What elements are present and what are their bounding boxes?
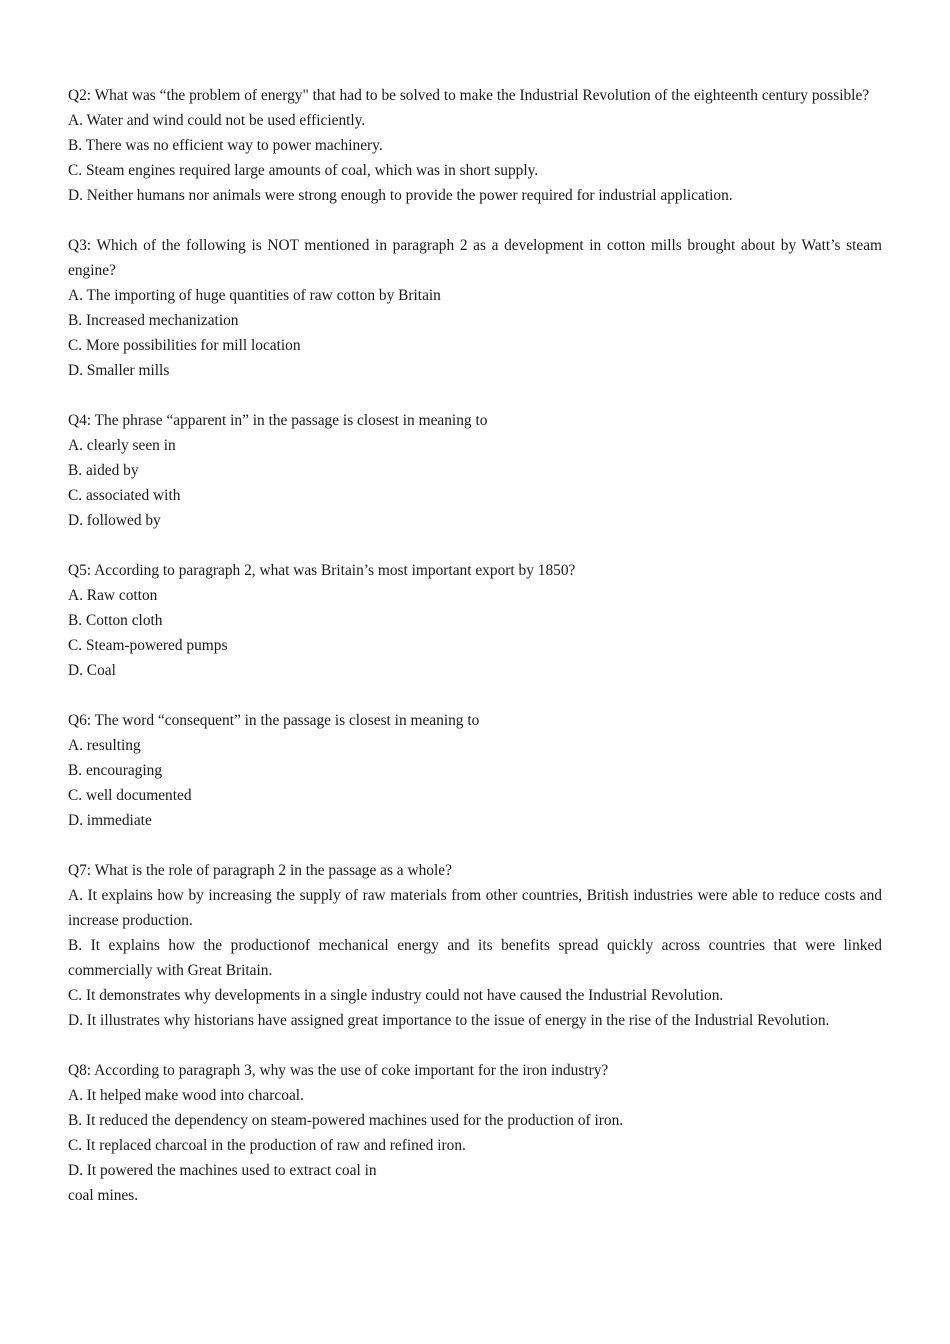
- option-b: B. It reduced the dependency on steam-powered machines used for the production of iron.: [68, 1112, 624, 1129]
- option-a: A. resulting: [68, 737, 141, 754]
- option-c: C. associated with: [68, 487, 181, 504]
- option-d: D. followed by: [68, 512, 161, 529]
- option-b: B. Increased mechanization: [68, 312, 239, 329]
- option-d: D. Neither humans nor animals were strong enough to provide the power required for industrial application.: [68, 187, 733, 204]
- option-b: B. encouraging: [68, 762, 163, 779]
- option-a: A. It helped make wood into charcoal.: [68, 1087, 304, 1104]
- question-4: [68, 408, 882, 533]
- question-stem: Q7: What is the role of paragraph 2 in the passage as a whole?: [68, 862, 452, 879]
- option-c: C. Steam engines required large amounts of coal, which was in short supply.: [68, 162, 539, 179]
- question-stem: Q6: The word “consequent” in the passage is closest in meaning to: [68, 712, 480, 729]
- option-d: D. Smaller mills: [68, 362, 170, 379]
- option-b: B. There was no efficient way to power machinery.: [68, 137, 383, 154]
- question-3: [68, 233, 882, 383]
- question-7: [68, 858, 882, 1033]
- question-8: [68, 1058, 882, 1208]
- question-5: [68, 558, 882, 683]
- option-d: D. Coal: [68, 662, 116, 679]
- option-a: A. The importing of huge quantities of raw cotton by Britain: [68, 287, 441, 304]
- option-b: B. It explains how the productionof mechanical energy and its benefits spread quickly across countries that were linked commercially with Great Britain.: [68, 937, 882, 979]
- option-c: C. It demonstrates why developments in a single industry could not have caused the Industrial Revolution.: [68, 987, 724, 1004]
- option-a: A. It explains how by increasing the supply of raw materials from other countries, British industries were able to reduce costs and increase production.: [68, 887, 882, 929]
- question-stem: Q2: What was “the problem of energy" that had to be solved to make the Industrial Revolution of the eighteenth century possible?: [68, 87, 870, 104]
- question-stem: Q8: According to paragraph 3, why was the use of coke important for the iron industry?: [68, 1062, 609, 1079]
- option-a: A. Raw cotton: [68, 587, 158, 604]
- question-stem: Q3: Which of the following is NOT mentioned in paragraph 2 as a development in cotton mills brought about by Watt’s steam engine?: [68, 237, 882, 279]
- option-c: C. More possibilities for mill location: [68, 337, 301, 354]
- question-stem: Q4: The phrase “apparent in” in the passage is closest in meaning to: [68, 412, 488, 429]
- question-stem: Q5: According to paragraph 2, what was Britain’s most important export by 1850?: [68, 562, 576, 579]
- option-d: D. It illustrates why historians have assigned great importance to the issue of energy in the rise of the Industrial Revolution.: [68, 1012, 830, 1029]
- option-d: D. It powered the machines used to extract coal in: [68, 1162, 377, 1179]
- option-b: B. aided by: [68, 462, 139, 479]
- option-c: C. It replaced charcoal in the production of raw and refined iron.: [68, 1137, 466, 1154]
- option-a: A. clearly seen in: [68, 437, 176, 454]
- question-2: [68, 83, 882, 208]
- option-b: B. Cotton cloth: [68, 612, 163, 629]
- option-a: A. Water and wind could not be used efficiently.: [68, 112, 366, 129]
- option-d: D. immediate: [68, 812, 152, 829]
- option-d-continuation: coal mines.: [68, 1187, 139, 1204]
- option-c: C. well documented: [68, 787, 192, 804]
- question-6: [68, 708, 882, 833]
- option-c: C. Steam-powered pumps: [68, 637, 228, 654]
- document-page: [68, 83, 882, 1233]
